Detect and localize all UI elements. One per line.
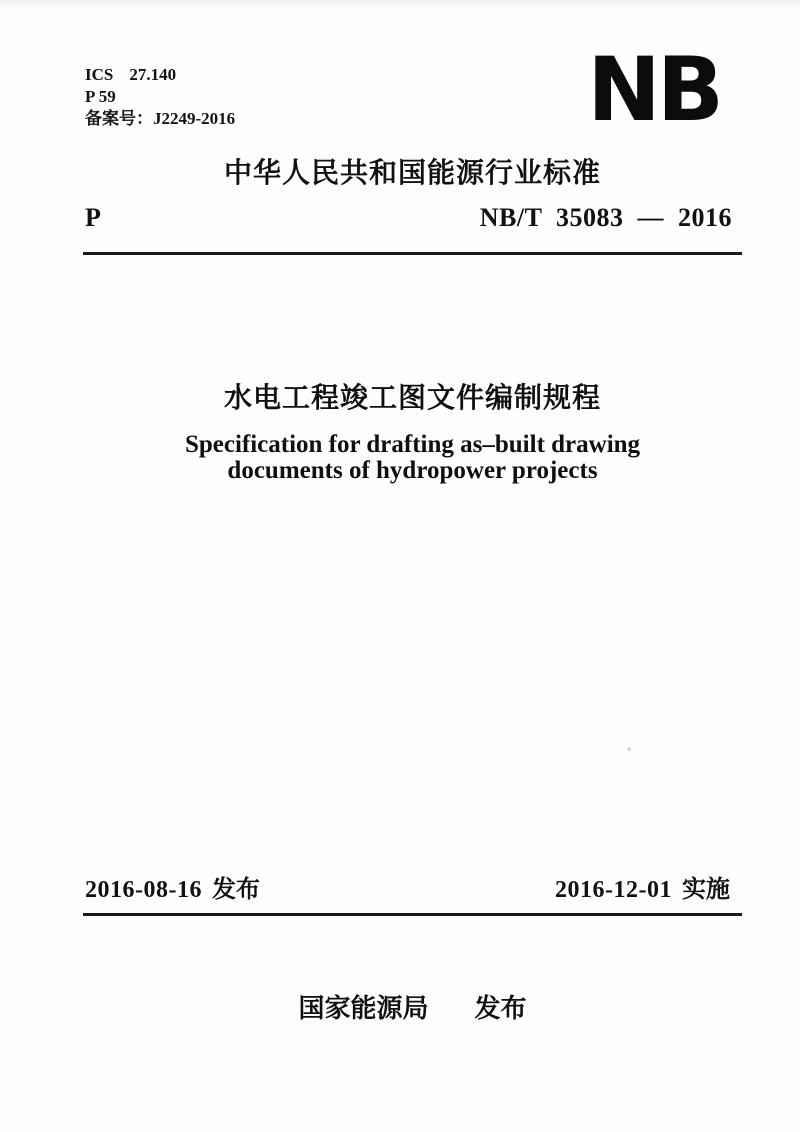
dates-row — [85, 869, 742, 901]
scan-edge-shading — [0, 0, 800, 12]
title-english-line1: Specification for drafting as–built drawing — [184, 431, 641, 458]
nb-logo: NB — [587, 38, 720, 141]
title-english-line2: documents of hydropower projects — [227, 457, 598, 484]
record-number-label: 备案号： — [85, 109, 153, 128]
publisher-action: 发布 — [474, 993, 527, 1023]
issue-date: 2016-08-16 — [85, 877, 202, 903]
metadata-block — [85, 64, 235, 130]
record-number-line — [85, 108, 235, 130]
classification-code: P 59 — [85, 87, 116, 106]
header-divider-rule — [83, 252, 742, 255]
implement-date: 2016-12-01 — [555, 877, 672, 903]
publisher-line — [83, 988, 742, 1025]
publisher-name: 国家能源局 — [298, 993, 429, 1023]
standard-category-title: 中华人民共和国能源行业标准 — [223, 157, 601, 188]
title-english — [83, 432, 742, 484]
implement-label: 实施 — [682, 876, 730, 903]
ics-label: ICS — [85, 65, 114, 84]
implement-date-group — [555, 869, 730, 904]
document-class-letter: P — [85, 203, 101, 232]
footer-divider-rule — [83, 913, 742, 916]
ics-line — [85, 64, 235, 86]
standard-number: NB/T 35083 — 2016 — [479, 203, 732, 232]
title-chinese: 水电工程竣工图文件编制规程 — [223, 382, 601, 413]
standard-number-row — [83, 203, 742, 237]
record-number-value: J2249-2016 — [153, 109, 236, 128]
issue-date-group — [85, 869, 260, 904]
issue-label: 发布 — [211, 876, 260, 903]
scan-speck — [627, 747, 631, 751]
ics-code: 27.140 — [129, 65, 177, 84]
